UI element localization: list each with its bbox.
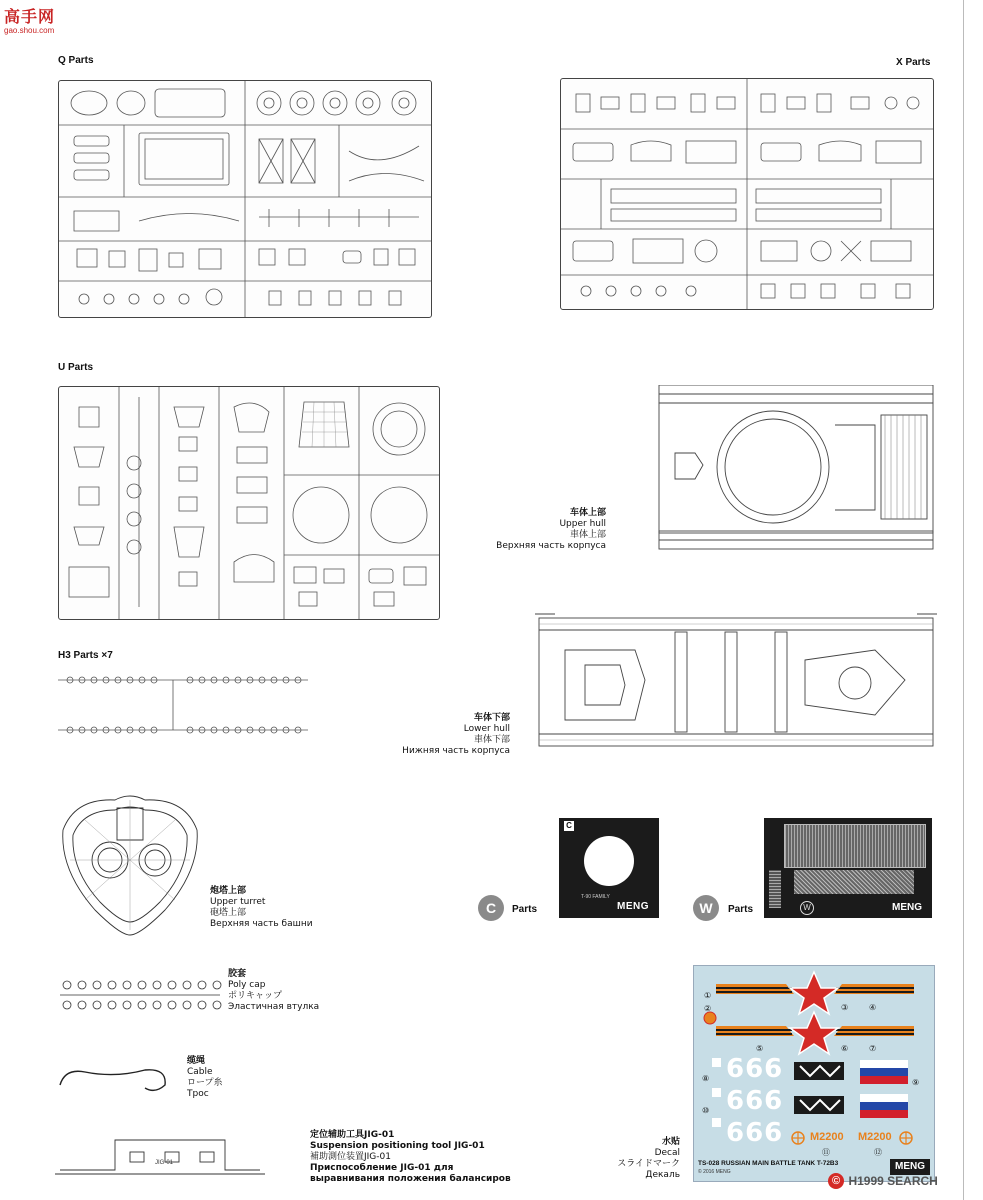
poly-cap-label bbox=[228, 969, 348, 1013]
poly-cap-label-jp: ポリキャップ bbox=[228, 991, 283, 1001]
upper-turret-svg bbox=[55, 790, 205, 940]
w-parts-label: Parts bbox=[728, 904, 754, 915]
lower-hull-label-en: Lower hull bbox=[463, 724, 510, 734]
decal-sheet bbox=[693, 965, 935, 1182]
unit-emblem-2 bbox=[794, 1096, 844, 1114]
decal-callout: ① bbox=[704, 991, 712, 1000]
q-parts-sprue bbox=[58, 80, 432, 318]
decal-number: 666 bbox=[726, 1086, 784, 1116]
upper-hull-label-jp: 車体上部 bbox=[569, 530, 606, 540]
lower-hull-label-cn: 车体下部 bbox=[473, 713, 510, 723]
upper-turret-label-jp: 砲塔上部 bbox=[210, 908, 247, 918]
w-parts-mesh-top bbox=[784, 824, 926, 868]
q-parts-sprue-drawing bbox=[59, 81, 431, 317]
decal-footer-title: TS-028 RUSSIAN MAIN BATTLE TANK T-72B3 bbox=[698, 1160, 839, 1167]
decal-callout: ⑫ bbox=[874, 1148, 882, 1157]
jig-tool-label-jp: 補助測位装置JIG-01 bbox=[310, 1152, 391, 1162]
decal-callout: ③ bbox=[841, 1003, 849, 1012]
w-parts-plate bbox=[764, 818, 932, 918]
decal-callout: ④ bbox=[869, 1003, 877, 1012]
decal-copyright: © 2016 MENG bbox=[698, 1169, 731, 1175]
decal-callout: ② bbox=[704, 1004, 712, 1013]
decal-callout: ⑧ bbox=[702, 1074, 710, 1083]
unit-emblem-1 bbox=[794, 1062, 844, 1080]
x-parts-sprue bbox=[560, 78, 934, 310]
c-parts-badge: C bbox=[478, 895, 504, 921]
upper-turret-label-en: Upper turret bbox=[210, 897, 266, 907]
decal-brand: MENG bbox=[890, 1159, 930, 1175]
w-parts-brand: MENG bbox=[892, 902, 922, 913]
upper-turret-label bbox=[210, 886, 350, 930]
upper-hull-label-en: Upper hull bbox=[559, 519, 606, 529]
decal-callout: ⑥ bbox=[841, 1044, 849, 1053]
footer-watermark-text: 1999 SEARCH bbox=[857, 1173, 938, 1188]
decal-callout: ⑨ bbox=[912, 1078, 920, 1087]
decal-label-en: Decal bbox=[654, 1148, 680, 1158]
poly-cap-svg bbox=[55, 975, 225, 1015]
upper-turret-label-cn: 炮塔上部 bbox=[210, 886, 247, 896]
decal-callout: ⑤ bbox=[756, 1044, 764, 1053]
decal-number: 666 bbox=[726, 1054, 784, 1084]
decal-callout: ⑩ bbox=[702, 1106, 710, 1115]
w-parts-plate-letter: W bbox=[800, 901, 814, 915]
h3-parts-title: H3 Parts ×7 bbox=[58, 650, 113, 661]
decal-label-cn: 水贴 bbox=[661, 1137, 680, 1147]
upper-turret-drawing bbox=[55, 790, 205, 940]
upper-hull-svg bbox=[655, 385, 937, 550]
site-watermark-domain: gao.shou.com bbox=[4, 26, 55, 35]
cable-drawing bbox=[55, 1060, 175, 1100]
lower-hull-label-jp: 車体下部 bbox=[473, 735, 510, 745]
u-parts-sprue bbox=[58, 386, 440, 620]
decal-label bbox=[568, 1137, 680, 1181]
cable-svg bbox=[55, 1060, 175, 1100]
footer-watermark-badge: © bbox=[828, 1173, 844, 1189]
h3-parts-runners bbox=[58, 668, 308, 748]
u-parts-sprue-drawing bbox=[59, 387, 439, 619]
upper-hull-label-cn: 车体上部 bbox=[569, 508, 606, 518]
c-parts-brand: MENG bbox=[617, 901, 649, 912]
ribbon-left-2 bbox=[716, 1026, 794, 1036]
page-edge-rule bbox=[963, 0, 964, 1200]
decal-number: 666 bbox=[726, 1118, 784, 1148]
upper-hull-label-ru: Верхняя часть корпуса bbox=[496, 541, 606, 551]
red-star-1 bbox=[790, 972, 838, 1014]
upper-hull-drawing bbox=[655, 385, 937, 550]
upper-hull-label bbox=[470, 508, 606, 552]
site-watermark bbox=[4, 4, 66, 38]
jig-tool-label-ru1: Приспособление JIG-01 для bbox=[310, 1163, 454, 1173]
ribbon-right-1 bbox=[834, 984, 914, 994]
jig-tool-drawing bbox=[55, 1130, 265, 1180]
cable-label-jp: ロープ糸 bbox=[187, 1078, 223, 1088]
lower-hull-drawing bbox=[535, 610, 937, 770]
jig-tool-label bbox=[310, 1130, 511, 1185]
cable-label-ru: Трос bbox=[187, 1089, 209, 1099]
cable-label-en: Cable bbox=[187, 1067, 213, 1077]
russian-flag-1 bbox=[860, 1060, 908, 1084]
cable-label-cn: 缆绳 bbox=[187, 1056, 206, 1066]
q-parts-title: Q Parts bbox=[58, 55, 94, 66]
decal-callout: ⑦ bbox=[869, 1044, 877, 1053]
x-parts-sprue-drawing bbox=[561, 79, 933, 309]
w-parts-mesh-bottom-left bbox=[769, 870, 781, 908]
red-star-2 bbox=[790, 1012, 838, 1054]
ribbon-right-2 bbox=[834, 1026, 914, 1036]
w-parts-badge: W bbox=[693, 895, 719, 921]
x-parts-title: X Parts bbox=[896, 57, 931, 68]
poly-cap-label-en: Poly cap bbox=[228, 980, 266, 990]
c-parts-plate-letter: C bbox=[564, 821, 574, 831]
jig-tool-label-ru2: выравнивания положения балансиров bbox=[310, 1174, 511, 1184]
lower-hull-label-ru: Нижняя часть корпуса bbox=[402, 746, 510, 756]
lower-hull-svg bbox=[535, 610, 937, 770]
jig-tool-label-en: Suspension positioning tool JIG-01 bbox=[310, 1141, 485, 1151]
footer-watermark-prefix: H bbox=[848, 1173, 858, 1188]
jig-tool-svg bbox=[55, 1130, 265, 1180]
decal-callout: ⑪ bbox=[822, 1148, 830, 1157]
w-parts-mesh-bottom bbox=[794, 870, 914, 894]
c-parts-mask-hole bbox=[584, 836, 634, 886]
russian-flag-2 bbox=[860, 1094, 908, 1118]
decal-marking: M2200 bbox=[810, 1131, 844, 1143]
c-parts-family: T-90 FAMILY bbox=[581, 894, 610, 900]
jig-tool-label-cn: 定位辅助工具JIG-01 bbox=[310, 1130, 395, 1140]
cable-label bbox=[187, 1056, 267, 1100]
u-parts-title: U Parts bbox=[58, 362, 94, 373]
footer-watermark bbox=[828, 1172, 978, 1194]
poly-cap-drawing bbox=[55, 975, 225, 1015]
decal-marking: M2200 bbox=[858, 1131, 892, 1143]
jig-tool-code: JIG-01 bbox=[155, 1160, 174, 1166]
site-watermark-brand: 高手网 bbox=[4, 7, 56, 26]
c-parts-label: Parts bbox=[512, 904, 538, 915]
ribbon-left-1 bbox=[716, 984, 794, 994]
h3-parts-svg bbox=[58, 668, 308, 748]
poly-cap-label-cn: 胶套 bbox=[228, 969, 247, 979]
lower-hull-label bbox=[380, 713, 510, 757]
poly-cap-label-ru: Эластичная втулка bbox=[228, 1002, 320, 1012]
decal-label-jp: スライドマーク bbox=[617, 1159, 680, 1169]
c-parts-plate bbox=[559, 818, 659, 918]
upper-turret-label-ru: Верхняя часть башни bbox=[210, 919, 313, 929]
decal-label-ru: Декаль bbox=[645, 1170, 680, 1180]
